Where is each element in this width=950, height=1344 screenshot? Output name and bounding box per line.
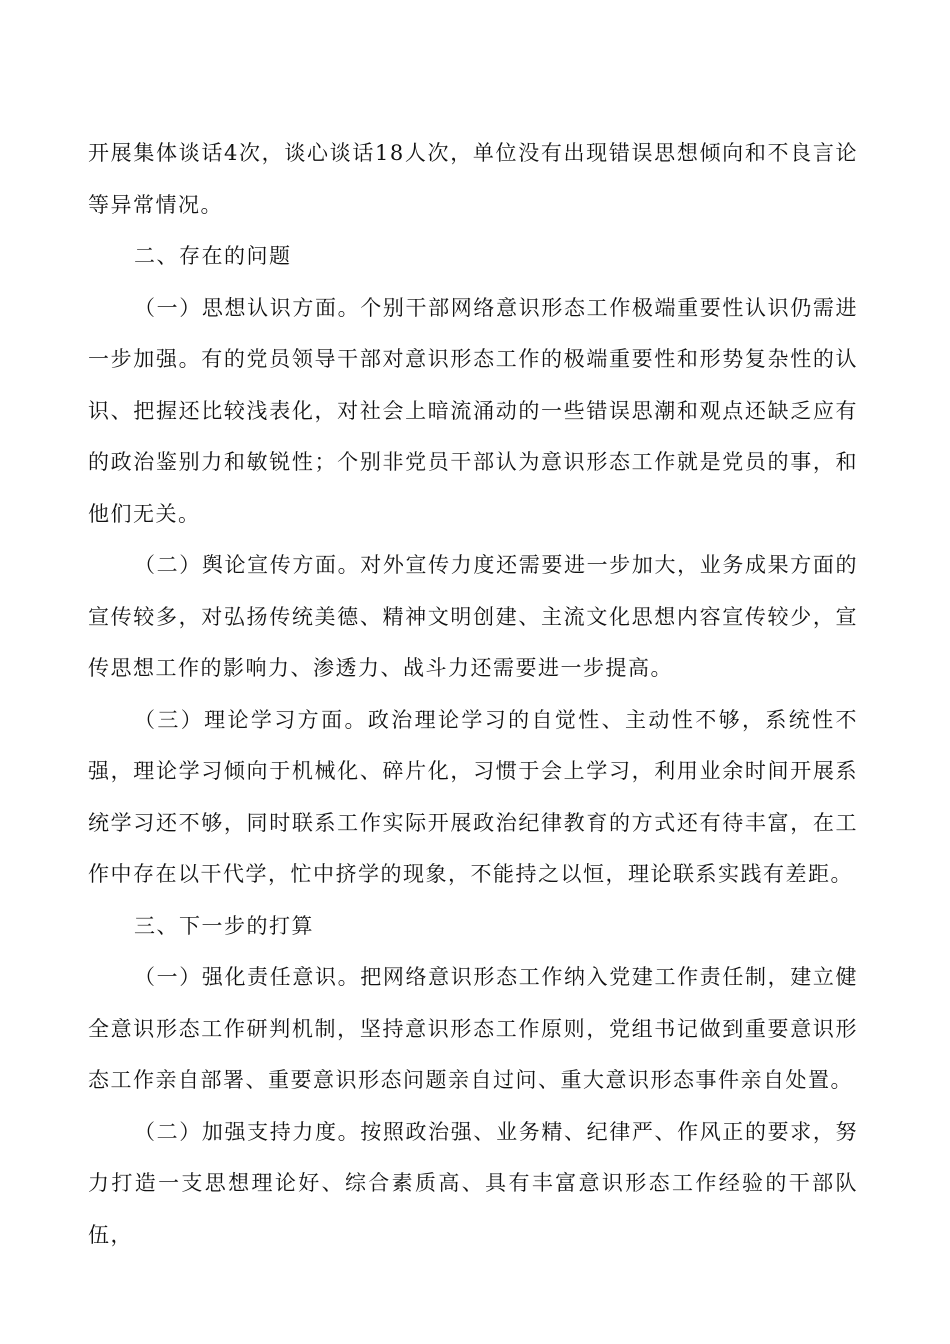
- paragraph-publicity: （二）舆论宣传方面。对外宣传力度还需要进一步加大，业务成果方面的宣传较多，对弘扬传统美德、精神文明创建、主流文化思想内容宣传较少，宣传思想工作的影响力、渗透力、战斗力还需要进一步提高。: [88, 553, 858, 680]
- paragraph-continuation: 开展集体谈话4次，谈心谈话18人次，单位没有出现错误思想倾向和不良言论等异常情况。: [88, 141, 858, 217]
- section-heading-problems: 二、存在的问题: [134, 244, 292, 268]
- paragraph-ideological-awareness: （一）思想认识方面。个别干部网络意识形态工作极端重要性认识仍需进一步加强。有的党员领导干部对意识形态工作的极端重要性和形势复杂性的认识、把握还比较浅表化，对社会上暗流涌动的一些错误思潮和观点还缺乏应有的政治鉴别力和敏锐性；个别非党员干部认为意识形态工作就是党员的事，和他们无关。: [88, 295, 858, 526]
- paragraph-support: （二）加强支持力度。按照政治强、业务精、纪律严、作风正的要求，努力打造一支思想理论好、综合素质高、具有丰富意识形态工作经验的干部队伍，: [88, 1119, 858, 1247]
- paragraph-theory-study: （三）理论学习方面。政治理论学习的自觉性、主动性不够，系统性不强，理论学习倾向于机械化、碎片化，习惯于会上学习，利用业余时间开展系统学习还不够，同时联系工作实际开展政治纪律教育的方式还有待丰富，在工作中存在以干代学，忙中挤学的现象，不能持之以恒，理论联系实践有差距。: [88, 707, 858, 886]
- paragraph-responsibility: （一）强化责任意识。把网络意识形态工作纳入党建工作责任制，建立健全意识形态工作研判机制，坚持意识形态工作原则，党组书记做到重要意识形态工作亲自部署、重要意识形态问题亲自过问、重大意识形态事件亲自处置。: [88, 965, 858, 1092]
- section-heading-next-steps: 三、下一步的打算: [134, 913, 314, 938]
- document-page: [88, 128, 858, 1261]
